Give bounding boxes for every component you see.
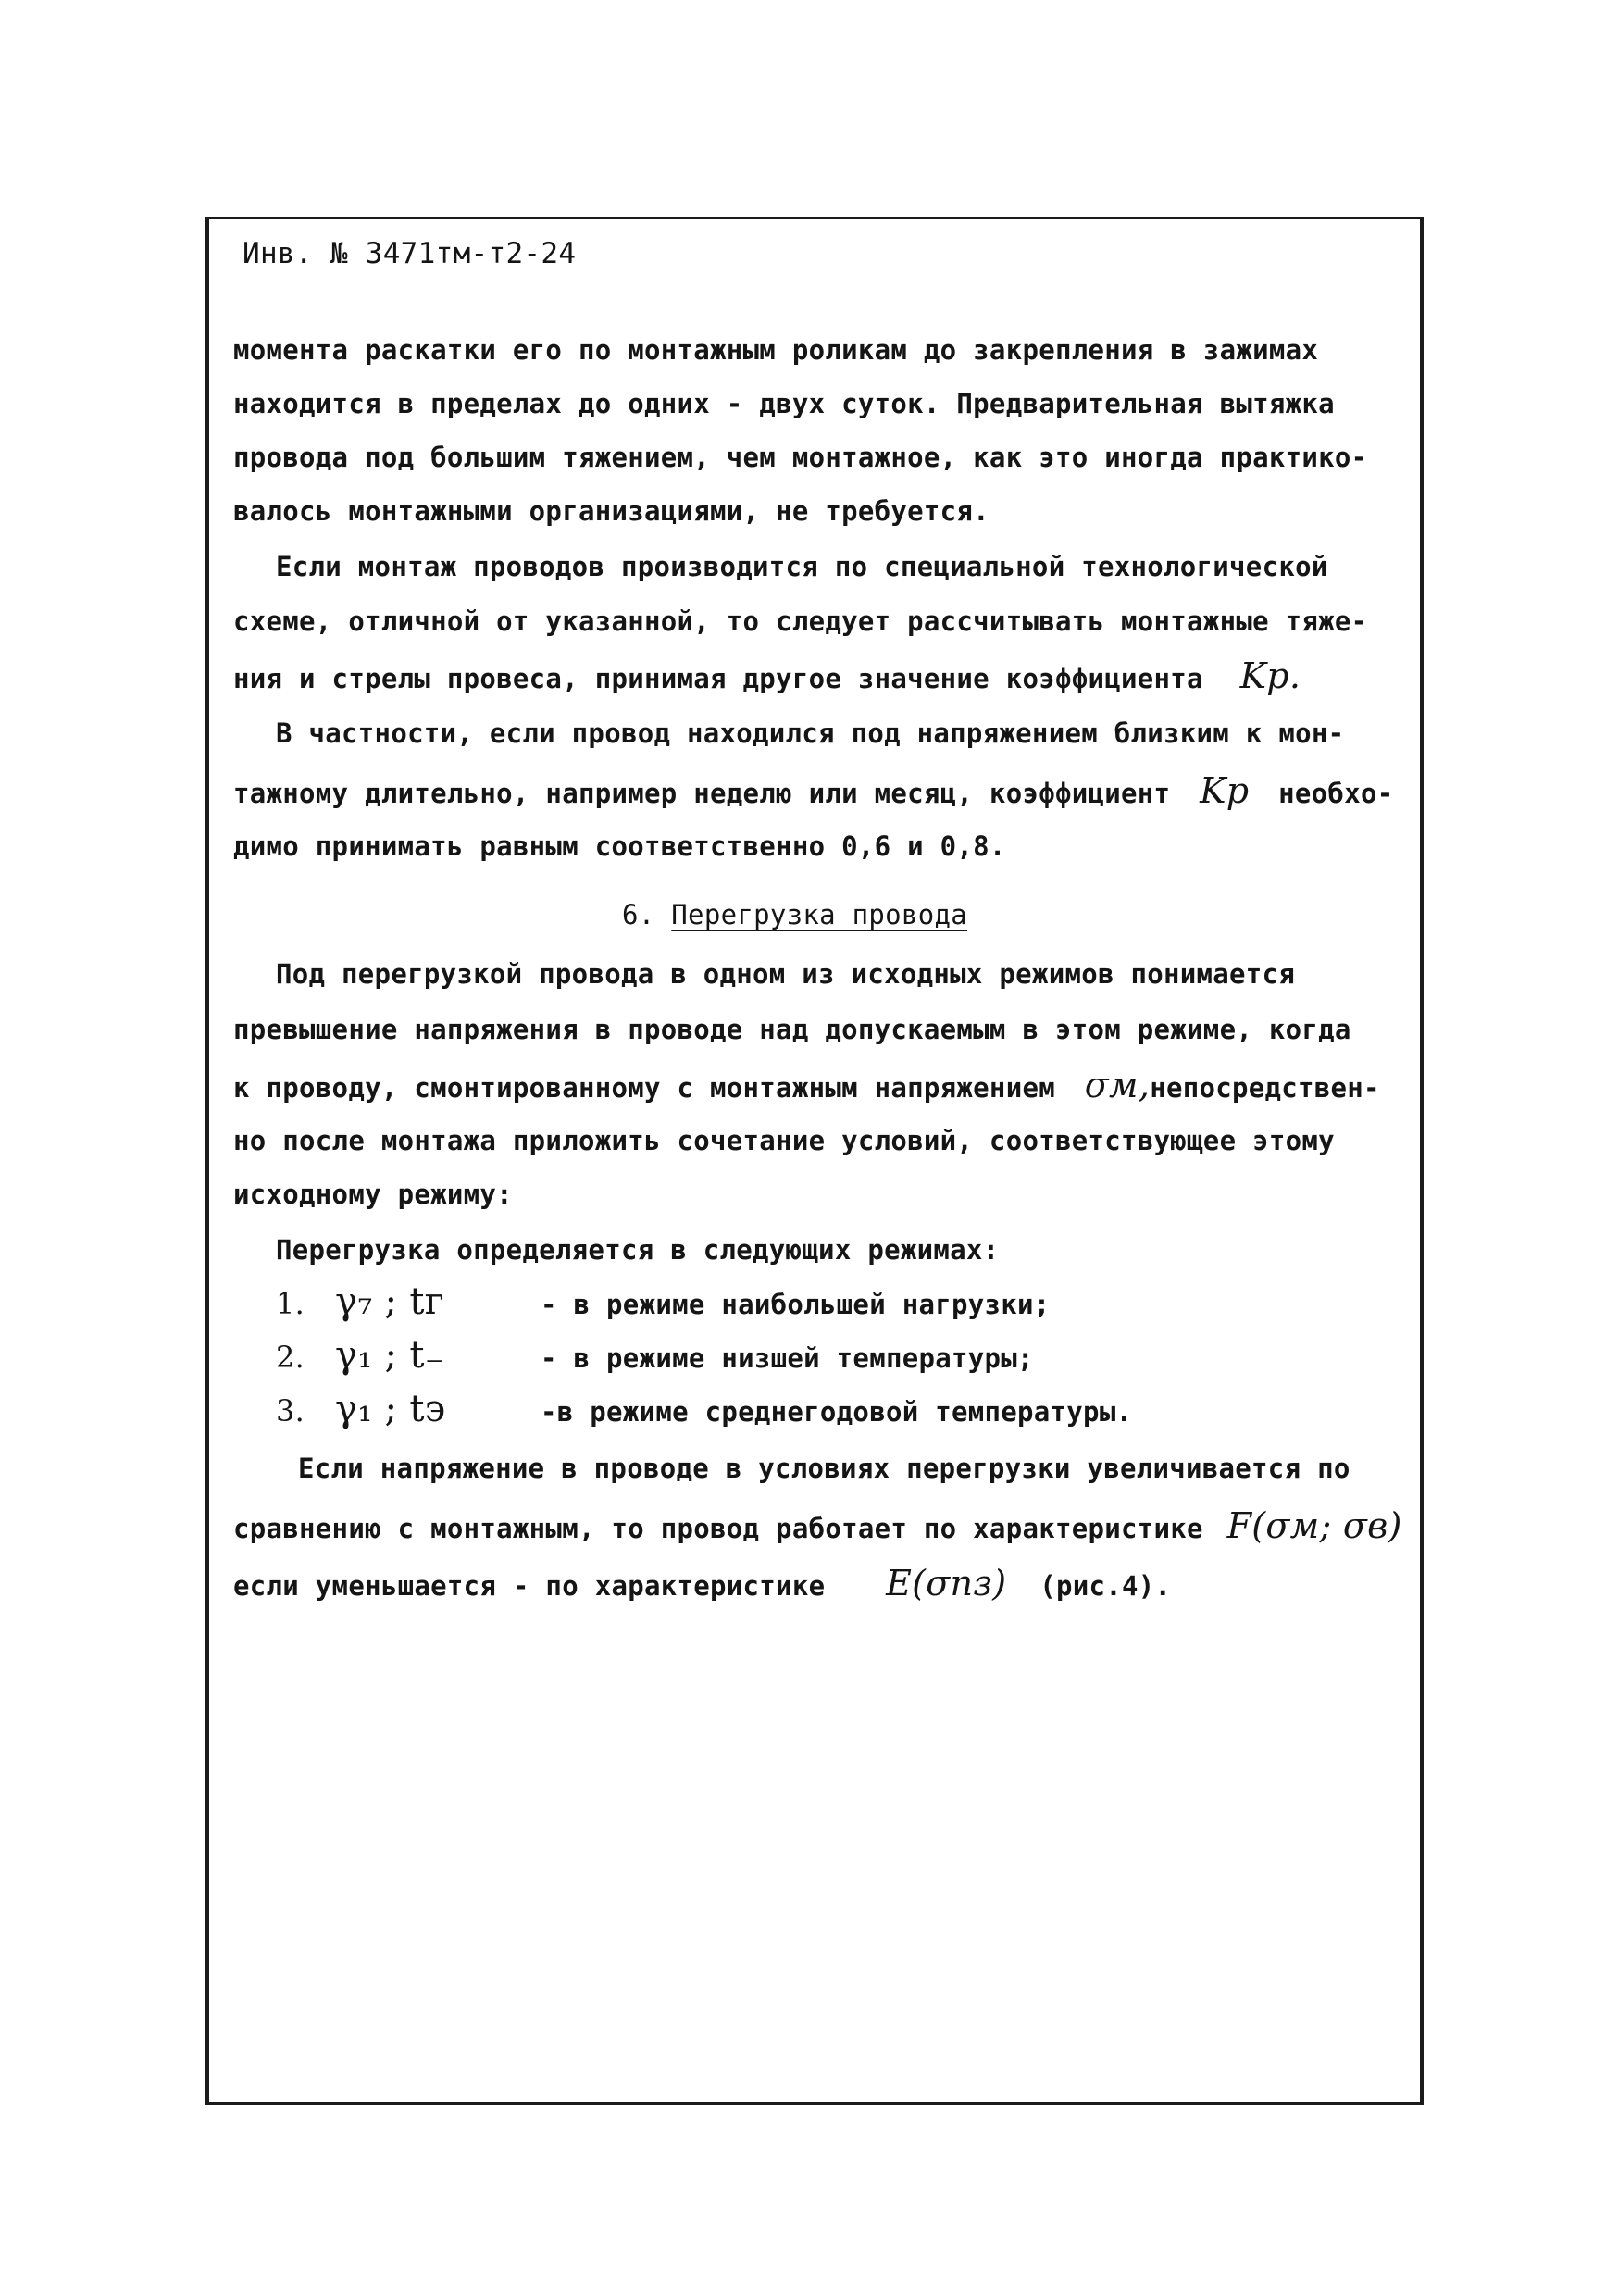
paragraph-1-line-3: провода под большим тяжением, чем монтажное, как это иногда практико- xyxy=(233,442,1368,473)
paragraph-4-line-3-text: к проводу, смонтированному с монтажным напряжением xyxy=(233,1072,1055,1104)
characteristic-e-formula: E(σпз) xyxy=(886,1563,1007,1603)
section-title: Перегрузка провода xyxy=(671,899,967,930)
paragraph-2-line-3-text: ния и стрелы провеса, принимая другое значение коэффициента xyxy=(233,663,1203,694)
paragraph-6-line-1: Если напряжение в проводе в условиях перегрузки увеличивается по xyxy=(298,1453,1350,1484)
regime-item-3 xyxy=(276,1388,1470,1430)
paragraph-4-line-1: Под перегрузкой провода в одном из исходных режимов понимается xyxy=(276,958,1296,990)
paragraph-4-line-3-end: непосредствен- xyxy=(1150,1072,1380,1104)
regime-number: 3. xyxy=(276,1393,305,1429)
characteristic-f-formula: F(σм; σв) xyxy=(1226,1505,1402,1546)
regime-item-2 xyxy=(276,1334,1470,1377)
paragraph-4-line-5: исходному режиму: xyxy=(233,1179,513,1210)
paragraph-1-line-2: находится в пределах до одних - двух суток. Предварительная вытяжка xyxy=(233,388,1335,419)
regime-text: - в режиме низшей температуры; xyxy=(541,1342,1034,1374)
section-number: 6. xyxy=(622,899,655,930)
sigma-m-symbol: σм, xyxy=(1084,1065,1151,1105)
paragraph-6-line-2-text: сравнению с монтажным, то провод работает по характеристике xyxy=(233,1513,1203,1544)
paragraph-6-line-2 xyxy=(233,1507,1427,1547)
regime-number: 1. xyxy=(276,1286,305,1321)
regime-text: - в режиме наибольшей нагрузки; xyxy=(541,1289,1051,1320)
paragraph-2-line-2: схеме, отличной от указанной, то следует рассчитывать монтажные тяже- xyxy=(233,605,1368,637)
paragraph-6-line-3 xyxy=(233,1565,1427,1604)
paragraph-3-line-2-text: тажному длительно, например неделю или месяц, коэффициент xyxy=(233,778,1171,809)
coefficient-kp-symbol-2: Kр xyxy=(1200,770,1250,811)
paragraph-3-line-1: В частности, если провод находился под напряжением близким к мон- xyxy=(276,718,1345,749)
paragraph-2-line-1: Если монтаж проводов производится по специальной технологической xyxy=(276,551,1328,582)
paragraph-3-line-3: димо принимать равным соответственно 0,6 и 0,8. xyxy=(233,830,1006,862)
paragraph-4-line-3 xyxy=(233,1067,1427,1106)
regime-variables: γ₇ ; tг xyxy=(335,1280,444,1323)
paragraph-3-line-2-end: необхо- xyxy=(1278,778,1394,809)
paragraph-4-line-4: но после монтажа приложить сочетание условий, соответствующее этому xyxy=(233,1125,1335,1156)
regime-number: 2. xyxy=(276,1340,305,1375)
paragraph-6-line-3-text: если уменьшается - по характеристике xyxy=(233,1570,826,1602)
regime-item-1 xyxy=(276,1280,1470,1323)
regime-text: -в режиме среднегодовой температуры. xyxy=(541,1396,1133,1428)
inventory-number: Инв. № 3471тм-т2-24 xyxy=(243,237,577,270)
paragraph-1-line-1: момента раскатки его по монтажным роликам до закрепления в зажимах xyxy=(233,334,1319,366)
section-heading xyxy=(622,896,1618,933)
figure-reference: (рис.4). xyxy=(1039,1570,1172,1602)
regime-variables: γ₁ ; tэ xyxy=(335,1388,446,1430)
paragraph-3-line-2 xyxy=(233,772,1427,812)
regime-variables: γ₁ ; t₋ xyxy=(335,1334,445,1377)
paragraph-4-line-2: превышение напряжения в проводе над допускаемым в этом режиме, когда xyxy=(233,1014,1351,1045)
coefficient-kp-symbol: Kр. xyxy=(1239,655,1301,696)
paragraph-1-line-4: валось монтажными организациями, не требуется. xyxy=(233,495,989,527)
paragraph-5-line-1: Перегрузка определяется в следующих режимах: xyxy=(276,1234,1000,1266)
paragraph-2-line-3 xyxy=(233,657,1427,697)
